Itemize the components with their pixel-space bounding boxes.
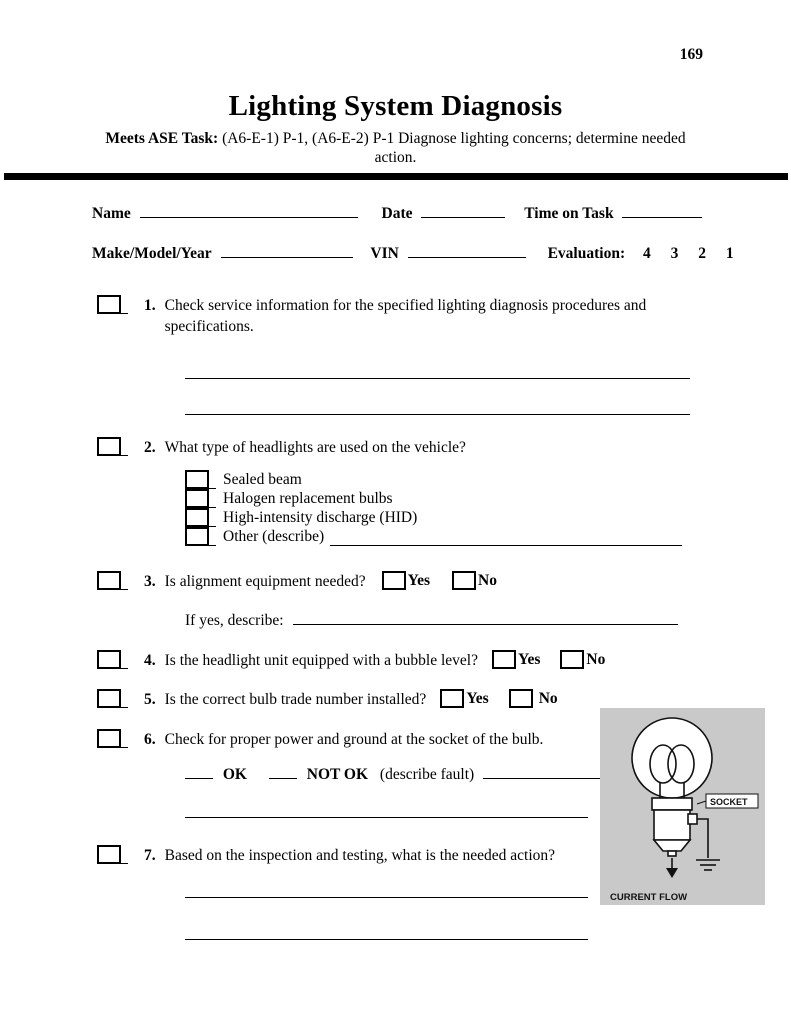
eval-score-3[interactable]: 3 [670,245,679,262]
vin-label: VIN [370,245,399,262]
option-row [185,470,682,489]
describe-fault-label: (describe fault) [379,766,475,783]
item-5-checkbox-group [97,689,128,708]
item-7 [97,845,595,866]
checkbox-underline [209,543,216,546]
item-7-text: Based on the inspection and testing, what is the needed action? [164,847,556,864]
ok-blank[interactable] [185,774,213,779]
item-2-checkbox-group [97,437,128,456]
item-7-number: 7. [144,847,156,864]
item-3-text: Is alignment equipment needed? [164,573,366,590]
option-other-label: Other (describe) [223,528,325,545]
bulb-figure [600,708,765,905]
item-4-yes-checkbox[interactable] [492,650,516,669]
date-blank[interactable] [421,213,505,218]
option-sealed-beam-checkbox[interactable] [185,470,209,489]
answer-blank-line[interactable] [185,817,588,818]
make-model-year-blank[interactable] [221,253,353,258]
item-1-checkbox-group [97,295,128,314]
item-5-number: 5. [144,691,156,708]
item-7-checkbox[interactable] [97,845,121,864]
item-4-yes [492,650,540,669]
checkbox-underline [121,666,128,669]
item-5-checkbox[interactable] [97,689,121,708]
item-1-text: Check service information for the specified lighting diagnosis procedures and specifications. [164,297,647,335]
if-yes-describe-label: If yes, describe: [185,612,284,629]
item-4-no-checkbox[interactable] [560,650,584,669]
evaluation-label: Evaluation: [547,245,626,262]
bulb-neck [652,798,692,810]
ase-task-line2: action. [374,149,417,166]
item-6-checkbox-group [97,729,128,748]
eval-score-1[interactable]: 1 [725,245,734,262]
item-3-followup [185,611,678,631]
item-3-yes-label: Yes [407,572,431,589]
name-label: Name [92,205,131,222]
item-6-ok-line [185,765,601,785]
option-sealed-beam-label: Sealed beam [223,471,302,488]
option-halogen-label: Halogen replacement bulbs [223,490,393,507]
item-1 [97,295,693,337]
vin-blank[interactable] [408,253,526,258]
name-date-row [92,204,702,224]
item-4-no [560,650,605,669]
item-5-no [509,689,558,708]
item-3 [97,571,497,592]
item-5 [97,689,558,710]
answer-blank-line[interactable] [185,414,690,415]
item-1-checkbox[interactable] [97,295,121,314]
item-5-yes-label: Yes [466,690,489,707]
item-3-no [452,571,497,590]
current-flow-label: CURRENT FLOW [610,892,688,903]
socket-label: SOCKET [710,797,748,807]
option-row [185,508,682,527]
item-6-checkbox[interactable] [97,729,121,748]
item-2-checkbox[interactable] [97,437,121,456]
ase-task-label: Meets ASE Task: [105,130,219,147]
option-other-checkbox[interactable] [185,527,209,546]
ase-task-line [0,129,791,148]
option-halogen-checkbox[interactable] [185,489,209,508]
item-3-no-label: No [478,572,497,589]
item-1-number: 1. [144,297,156,314]
eval-score-4[interactable]: 4 [642,245,651,262]
time-on-task-label: Time on Task [524,205,614,222]
socket-tab [688,814,697,824]
option-hid-label: High-intensity discharge (HID) [223,509,418,526]
checkbox-underline [121,587,128,590]
ok-label: OK [222,766,247,783]
not-ok-label: NOT OK [306,766,369,783]
checkbox-underline [121,705,128,708]
item-5-no-checkbox[interactable] [509,689,533,708]
item-2 [97,437,466,458]
ase-task-text: (A6-E-1) P-1, (A6-E-2) P-1 Diagnose lighting concerns; determine needed [218,130,686,147]
checkbox-underline [121,453,128,456]
other-describe-blank[interactable] [330,541,682,546]
checkbox-underline [121,861,128,864]
describe-fault-blank[interactable] [483,774,601,779]
answer-blank-line[interactable] [185,939,588,940]
not-ok-blank[interactable] [269,774,297,779]
option-row [185,527,682,546]
make-model-year-label: Make/Model/Year [92,245,212,262]
item-4-number: 4. [144,652,156,669]
item-6-text: Check for proper power and ground at the socket of the bulb. [164,731,544,748]
item-6 [97,729,605,750]
item-2-number: 2. [144,439,156,456]
item-3-yes [382,571,430,590]
item-4-checkbox-group [97,650,128,669]
item-4-no-label: No [586,651,606,668]
item-5-text: Is the correct bulb trade number installed? [164,691,427,708]
bulb-base [654,810,690,840]
item-4 [97,650,605,671]
item-3-yes-checkbox[interactable] [382,571,406,590]
divider-rule [4,173,788,180]
checkbox-underline [121,311,128,314]
bulb-diagram [600,708,765,905]
page-number: 169 [679,46,703,63]
bulb-contact [668,851,676,856]
item-5-yes-checkbox[interactable] [440,689,464,708]
item-3-number: 3. [144,573,156,590]
item-5-no-label: No [538,690,558,707]
item-4-text: Is the headlight unit equipped with a bubble level? [164,652,478,669]
item-2-options [185,470,682,546]
item-3-checkbox[interactable] [97,571,121,590]
date-label: Date [381,205,413,222]
item-7-checkbox-group [97,845,128,864]
item-2-text: What type of headlights are used on the vehicle? [164,439,466,456]
item-5-yes [440,689,488,708]
page-title: Lighting System Diagnosis [228,90,563,122]
bulb-glass [632,718,712,798]
option-hid-checkbox[interactable] [185,508,209,527]
time-on-task-blank[interactable] [622,213,702,218]
make-vin-row [92,244,734,264]
if-yes-describe-blank[interactable] [293,620,678,625]
name-blank[interactable] [140,213,358,218]
item-3-checkbox-group [97,571,128,590]
item-4-yes-label: Yes [518,651,541,668]
item-4-checkbox[interactable] [97,650,121,669]
option-row [185,489,682,508]
answer-blank-line[interactable] [185,378,690,379]
checkbox-underline [121,745,128,748]
item-6-number: 6. [144,731,156,748]
eval-score-2[interactable]: 2 [698,245,706,262]
answer-blank-line[interactable] [185,897,588,898]
item-3-no-checkbox[interactable] [452,571,476,590]
